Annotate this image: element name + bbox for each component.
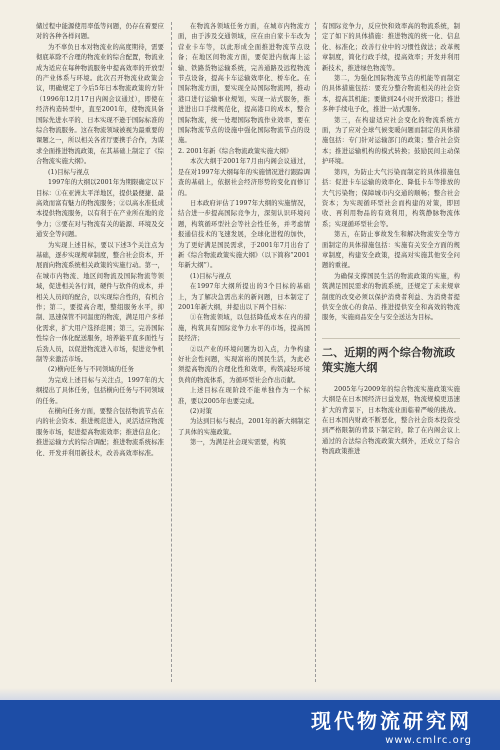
text-column-left xyxy=(36,22,164,459)
paragraph: 2005年与2009年的综合物流实施政策实施大纲是在日本国经济日益发展，物流规模更迅速扩大的背景下，日本物流业面临着严峻的挑战。在日本国内财政不断恶化，整合社会资本投资受到严格限制的背景下制定的，除了在内阁会议上通过的合法综合物流政策大纲外，还成立了综合物流政策推进 xyxy=(322,385,460,456)
paragraph: 为完成上述目标与关注点，1997年的大纲提出了具体任务，包括横向任务与不同领域的任务。 xyxy=(36,376,164,405)
watermark-banner[interactable] xyxy=(0,700,500,750)
paragraph: 第一，为满足社会现实需要，构筑 xyxy=(190,439,286,447)
section-heading: 二、近期的两个综合物流政策实施大纲 xyxy=(322,338,460,375)
column-divider xyxy=(315,22,316,682)
paragraph: 为确保支撑国民生活的物流政策的实施，构筑满足国民需求的物流系统，还规定了未来规章制度的改变必须以保护消费者利益、为消费者提供安全放心的食品、推进提供安全和高效的物流服务，实施商品安全与安全送达为目标。 xyxy=(322,272,460,322)
paragraph: 第三，在构建适应社会变化的物流系统方面，为了应对全球气候变暖问题而制定的具体措施包括：专门针对运输部门的政策；整合社会资本；推进运输机构的模式转换；鼓励民间主动保护环境。 xyxy=(322,116,460,166)
paragraph: 在1997年大纲所提出的3个目标的基础上，为了解决急需出来的新问题，日本制定了2001年新大纲，并提出以下两个目标： xyxy=(178,283,310,311)
subheading: (2)横向任务与不同领域的任务 xyxy=(48,366,134,374)
subheading: (1)目标与视点 xyxy=(48,168,90,176)
paragraph: 本次大纲于2001年7月由内阁会议通过，是在对1997年大纲每年的实施情况进行跟踪调查的基础上，依据社会经济形势的变化而修订的。 xyxy=(178,158,310,197)
paragraph: 第四，为防止大气污染而制定的具体措施包括：促进卡车运输的效率化、降低卡车等排放的大气污染物；保障城市内交通的顺畅；整合社会资本；为实现循环型社会而构建的对策，即回收、再利用物品的有效利用，构筑静脉物流体系；实现循环型社会等。 xyxy=(322,168,460,228)
paragraph: 储过程中能源使用率低等问题，仍存在着要应对的各种各样问题。 xyxy=(36,23,164,41)
paragraph: 在横向任务方面，要整合包括物流节点在内的社会资本、推进规范进入，灵活适应物流服务市场，促进提高物流效率；推进信息化；推进运输方式的综合调配；推进物流系统标准化、开发并利用新技术，改善高效率标准。 xyxy=(36,408,164,457)
paragraph: 为达到目标与视点，2001年的新大纲制定了具体的实施政策。 xyxy=(178,418,310,436)
paragraph: 第二，为强化国际物流节点的机能等而制定的具体措施包括：要充分整合物流相关的社会资本，提高其机能；要做到24小时开放港口；推进多种手续电子化，推进一站式服务。 xyxy=(322,75,460,114)
paragraph: 为实现上述目标，要以下述3个关注点为基础，逐步实现规章制度，整合社会资本，开展面向物流系统相关政策的实施行动。第一，在城市内物流、地区间物流及国际物流等领域，促进相关各行间，硬件与软件的成本，并相关人员间的配合，以实现综合性的，有机合作；第二，要提高合理，整组服务水平，抑制、迅速保管不同温度的物流，满足用户多样化需求，扩大用户选择范围；第三，完善国际性综合一体化配送服务，培养能平直多面性与后劲人员，以促进物流进入市场，促进竞争机制等来激活市场。 xyxy=(36,241,164,363)
paragraph: 有国际竞争力，反应快和效率高的物流系统，制定了如下的具体措施：推进物流的统一化、信息化、标准化；改善行业中的习惯性做法；改革规章制度，简化行政手续，提高效率；开发并利用新技术，推进绿色物流等。 xyxy=(322,23,460,72)
paragraph: 日本政府评估了1997年大纲的实施情况，结合进一步提高国际竞争力，深刻认识环境问题，构筑循环型社会等社会性任务，并考虑情报通信技术的飞速发展，全球化进程的加快，为了更好满足国民需求，于2001年7月出台了新《综合物流政策实施大纲》（以下简称“2001年新大纲”）。 xyxy=(178,199,310,270)
paragraph: 2. 2001年新《综合物流政策实施大纲》 xyxy=(178,147,293,155)
paragraph: 上述目标在现阶段不能单独作为一个标准，要以2005年也要完成。 xyxy=(178,387,310,405)
column-divider xyxy=(171,22,172,682)
subheading: (2)对策 xyxy=(190,408,213,416)
paragraph: 第五，在防止事故发生和解决物流安全等方面制定的具体措施包括：实施有关安全方面的规章制度，构建安全政策，提高对实施其他安全问题的重视。 xyxy=(322,231,460,270)
paragraph: 在物流各领域任务方面，在城市内物流方面，由于涉及交通领域，应在由自家卡车改为营业卡车等，以此形成全面推进物流节点设备；在地区间物流方面，要促进内航海上运输、铁路货物运输系统，完善通路及远程物流节点设备，提高卡车运输效率化、桥车化。在国际物流方面，要实现全局国际物流网，推动港口进行运输事业规划，实现一站式服务，推进进出口手续规范化，提高港口的成本，整合国际物流，统一处理国际物流作业效率，要在国际物流节点的设施中强化国际物流节点的设施。 xyxy=(178,23,310,145)
text-column-middle xyxy=(178,22,310,449)
subheading: (1)目标与视点 xyxy=(190,272,232,280)
paragraph: 1997年的大纲以2001年为期限确定以下目标：①在亚洲太平洋地区，提供最便捷、最高效而富有魅力的物流服务；②以高水准低成本提供物流服务，以有利于在产业所在地的竞争力；③要在对与物流有关的能源、环境及交通安全等问题。 xyxy=(36,179,165,239)
paragraph: ①在物流领域，以包括降低成本在内的措施，构筑具有国际竞争力水平的市场，提高国民经济； xyxy=(178,314,310,343)
paragraph: ②以产业的环境问题为切入点，力争构建好社会性问题，实现富裕的国民生活，为此必须提高物流的合理化性和效率，构筑减轻环境负荷的物流体系，为循环型社会作出贡献。 xyxy=(178,345,310,384)
site-name: 现代物流研究网 xyxy=(311,708,472,733)
site-url[interactable]: www.cmlrc.org xyxy=(385,734,472,746)
paragraph: 为不辜负日本对物流业的高度期待，需要彻底革除不合理的物流业的综合配置，物流业成为适应在每种物流服务中提高效率的开放型的产业体系与环境。此次召开物流业政策会议，明确规定了今后5年日本物流政策的方针（1996年12月17日内阁会议通过），即使在经济构造转型中，直至2001年，使物流具备国际先进水平的、日本实现不逊于国际标准的综合物流服务。这在物流领域被视为最重要的课题之一，所以相关各省厅要携手合作，为谋求全面推进物流政策，在其基础上制定了《综合物流实施大纲》。 xyxy=(36,43,164,166)
text-column-right xyxy=(322,22,460,458)
